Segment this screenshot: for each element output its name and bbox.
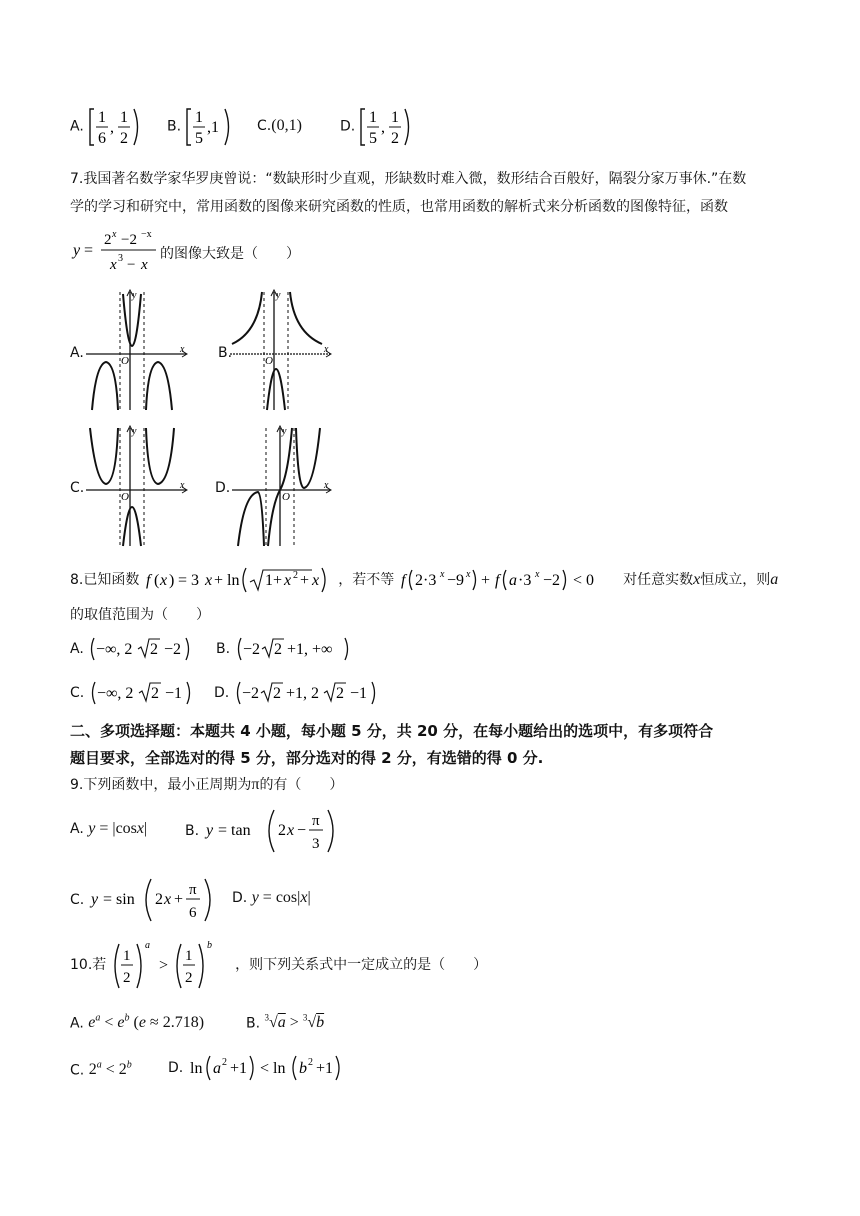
q10-c-formula: $2^a < 2^b$: [88, 1060, 132, 1079]
svg-text:< ln: < ln: [259, 1060, 286, 1077]
q9-option-c: [70, 875, 229, 925]
svg-text:1: 1: [122, 948, 131, 964]
q9-stem: [70, 774, 343, 794]
svg-text:+: +: [299, 572, 309, 589]
q6-option-d: [340, 105, 415, 149]
q8-b-formula: [235, 636, 365, 662]
svg-text:1: 1: [119, 109, 128, 126]
svg-text:x: x: [465, 569, 471, 580]
svg-text:5: 5: [195, 130, 204, 147]
svg-text:+1: +1: [315, 1060, 333, 1077]
svg-text:2: 2: [272, 685, 281, 702]
q8-line1: [70, 566, 778, 594]
svg-text:1: 1: [195, 109, 204, 126]
svg-text:y: y: [132, 290, 137, 301]
q8-suffix: 对任意实数: [623, 572, 694, 588]
svg-text:2: 2: [273, 641, 282, 658]
svg-text:x: x: [324, 480, 329, 491]
q6-option-b: [167, 105, 241, 149]
svg-text:): ): [168, 572, 175, 589]
svg-text:O: O: [265, 355, 273, 367]
q8-inequality: [399, 566, 619, 594]
svg-text:x: x: [110, 257, 117, 273]
q7-graph-a-label: A.: [70, 345, 84, 361]
svg-text:=: =: [84, 242, 94, 259]
svg-text:−2: −2: [241, 685, 259, 702]
q9-c-formula: [89, 875, 229, 925]
q7-formula: [70, 226, 160, 280]
svg-text:+: +: [173, 891, 183, 908]
q8-option-a: [70, 636, 208, 662]
svg-text:−2: −2: [542, 572, 560, 589]
svg-text:6: 6: [188, 905, 197, 921]
q8-d-label: D.: [214, 685, 230, 701]
q8-c-label: C.: [70, 685, 85, 701]
svg-text:y: y: [73, 242, 81, 259]
q6-option-c: [257, 117, 302, 135]
svg-text:x: x: [141, 257, 148, 273]
q7-graph-d-label: D.: [215, 480, 231, 496]
svg-text:x: x: [324, 344, 329, 355]
q10-option-d: [168, 1054, 348, 1082]
q6-b-label: B.: [167, 118, 182, 135]
q10-b-formula: $^3$√a > $^3$√b: [264, 1013, 325, 1032]
svg-text:+1, 2: +1, 2: [285, 685, 319, 702]
svg-text:y: y: [205, 822, 213, 839]
q10-a-label: A.: [70, 1015, 84, 1032]
svg-text:x: x: [112, 229, 117, 240]
svg-text:2: 2: [104, 232, 112, 248]
svg-text:3: 3: [311, 836, 320, 852]
q8-suffix2: 恒成立，则: [700, 572, 771, 588]
q8-middle: ，若不等: [338, 572, 395, 588]
svg-text:f: f: [145, 572, 151, 589]
svg-text:x: x: [159, 572, 167, 589]
svg-text:+1: +1: [229, 1060, 247, 1077]
svg-text:2: 2: [307, 1057, 313, 1068]
svg-text:,: ,: [109, 119, 114, 136]
q8-a-label: A.: [70, 641, 84, 657]
svg-text:= tan: = tan: [217, 822, 251, 839]
q7-graph-a: [86, 288, 196, 412]
svg-text:f: f: [400, 572, 406, 589]
svg-text:5: 5: [369, 130, 378, 147]
svg-text:−x: −x: [141, 229, 152, 240]
q6-a-label: A.: [70, 118, 84, 135]
q8-var-x: x: [693, 571, 701, 588]
svg-text:a: a: [144, 940, 150, 951]
q8-d-formula: [234, 680, 394, 706]
svg-text:y: y: [276, 290, 281, 301]
q10-b-label: B.: [246, 1015, 261, 1032]
svg-text:2: 2: [150, 685, 159, 702]
q6-b-formula: [185, 105, 241, 149]
q9-stem-text: 9.下列函数中，最小正周期为: [70, 777, 252, 793]
svg-text:π: π: [188, 882, 197, 898]
q7-graph-c: [86, 424, 196, 548]
svg-text:1: 1: [369, 109, 378, 126]
svg-text:−1: −1: [164, 685, 182, 702]
svg-text:a: a: [508, 572, 517, 589]
svg-text:2·3: 2·3: [414, 572, 437, 589]
svg-text:2: 2: [277, 822, 286, 839]
svg-text:−9: −9: [446, 572, 464, 589]
svg-text:1+: 1+: [264, 572, 282, 589]
q8-a-formula: [88, 636, 208, 662]
svg-text:x: x: [163, 891, 171, 908]
svg-text:y: y: [90, 891, 98, 908]
svg-text:2: 2: [184, 970, 193, 986]
q8-line2: 的取值范围为（ ）: [70, 607, 210, 623]
q6-c-text: (0,1): [271, 117, 302, 134]
q10-c-label: C.: [70, 1062, 85, 1079]
svg-text:−: −: [127, 257, 136, 273]
svg-text:x: x: [286, 822, 294, 839]
q7-formula-svg: [70, 226, 160, 276]
q8-option-c: [70, 680, 209, 706]
svg-text:x: x: [439, 569, 445, 580]
svg-text:2: 2: [391, 130, 400, 147]
q9-b-formula: [204, 806, 344, 856]
q9-option-b: [185, 806, 344, 856]
svg-text:x: x: [311, 572, 319, 589]
q7-suffix: 的图像大致是（ ）: [160, 246, 300, 262]
q10-option-c: [70, 1060, 132, 1079]
svg-text:2: 2: [122, 970, 131, 986]
svg-text:−2: −2: [164, 641, 182, 658]
q10-stem-text: ，则下列关系式中一定成立的是（ ）: [235, 957, 488, 973]
svg-text:O: O: [121, 355, 129, 367]
q10-d-label: D.: [168, 1060, 184, 1076]
svg-text:−∞, 2: −∞, 2: [96, 685, 134, 702]
svg-text:x: x: [180, 480, 185, 491]
q10-stem: [70, 938, 487, 992]
q7-line2: 学的学习和研究中，常用函数的图像来研究函数的性质，也常用函数的解析式来分析函数的图像特征，函数: [70, 199, 728, 215]
q7-graph-c-label: C.: [70, 480, 85, 496]
q8-var-a: a: [770, 571, 779, 588]
svg-text:= 3: = 3: [177, 572, 199, 589]
svg-text:−1: −1: [349, 685, 367, 702]
svg-text:= sin: = sin: [102, 891, 135, 908]
svg-text:,1: ,1: [207, 119, 220, 136]
q7-graph-d: [232, 424, 342, 548]
q6-d-formula: [359, 105, 415, 149]
q9-d-label: D.: [232, 890, 248, 906]
svg-text:a: a: [212, 1060, 221, 1077]
svg-text:ln: ln: [189, 1060, 203, 1077]
q9-option-d: [232, 889, 311, 907]
svg-text:6: 6: [97, 130, 106, 147]
q8-prefix: 8.已知函数: [70, 572, 140, 588]
svg-text:+ ln: + ln: [213, 572, 240, 589]
q9-pi: π: [251, 776, 260, 793]
q6-d-label: D.: [340, 118, 356, 135]
svg-text:y: y: [132, 426, 137, 437]
svg-text:−∞, 2: −∞, 2: [96, 641, 133, 658]
svg-text:O: O: [121, 491, 129, 503]
q8-option-b: [216, 636, 365, 662]
q7-line1: 7.我国著名数学家华罗庚曾说：“数缺形时少直观，形缺数时难入微，数形结合百般好，隔裂分家万事休.”在数: [70, 171, 747, 187]
q9-a-label: A.: [70, 821, 84, 837]
q10-d-formula: [188, 1054, 348, 1082]
svg-text:−: −: [296, 822, 306, 839]
svg-text:x: x: [283, 572, 291, 589]
q9-stem-text2: 的有（ ）: [259, 777, 344, 793]
svg-text:·3: ·3: [517, 572, 532, 589]
q9-c-label: C.: [70, 892, 85, 908]
svg-text:1: 1: [184, 948, 193, 964]
q7-graph-b-label: B.: [218, 345, 233, 361]
svg-text:−2: −2: [121, 232, 137, 248]
q6-option-a: [70, 105, 144, 149]
q7-graph-b: [230, 288, 340, 412]
svg-text:1: 1: [391, 109, 400, 126]
q8-option-d: [214, 680, 394, 706]
svg-text:2: 2: [154, 891, 163, 908]
q6-a-formula: [88, 105, 144, 149]
q8-b-label: B.: [216, 641, 231, 657]
svg-text:−2: −2: [242, 641, 260, 658]
q9-option-a: [70, 820, 147, 838]
svg-text:O: O: [282, 491, 290, 503]
svg-text:+1, +∞: +1, +∞: [286, 641, 332, 658]
q9-a-formula: y = |cosx|: [88, 820, 148, 837]
svg-text:y: y: [282, 426, 287, 437]
q9-b-label: B.: [185, 823, 200, 839]
q9-d-formula: y = cos|x|: [251, 889, 311, 906]
svg-text:2: 2: [119, 130, 128, 147]
svg-text:,: ,: [381, 119, 386, 136]
svg-text:(: (: [153, 572, 160, 589]
svg-text:+: +: [480, 572, 490, 589]
svg-text:2: 2: [150, 641, 159, 658]
svg-text:3: 3: [118, 253, 123, 264]
svg-text:x: x: [534, 569, 540, 580]
svg-text:f: f: [494, 572, 500, 589]
q8-f-def: [144, 566, 334, 594]
q10-prefix: 10.若: [70, 957, 107, 973]
svg-text:>: >: [158, 957, 168, 974]
svg-text:2: 2: [221, 1057, 227, 1068]
svg-text:1: 1: [97, 109, 106, 126]
q10-option-b: [246, 1013, 324, 1032]
svg-text:x: x: [180, 344, 185, 355]
svg-text:< 0: < 0: [572, 572, 594, 589]
svg-text:π: π: [311, 813, 320, 829]
svg-text:2: 2: [335, 685, 344, 702]
q10-option-a: [70, 1013, 204, 1032]
svg-text:b: b: [206, 940, 212, 951]
svg-text:2: 2: [292, 570, 298, 581]
q6-c-label: C.: [257, 118, 272, 134]
q10-condition: [111, 938, 231, 992]
svg-text:x: x: [204, 572, 212, 589]
section2-line1: 二、多项选择题：本题共 4 小题，每小题 5 分，共 20 分，在每小题给出的选项中，有多项符合: [70, 722, 714, 740]
q8-c-formula: [89, 680, 209, 706]
q10-a-formula: $e^a < e^b$ (e ≈ 2.718): [88, 1013, 205, 1032]
section2-line2: 题目要求，全部选对的得 5 分，部分选对的得 2 分，有选错的得 0 分.: [70, 749, 544, 767]
svg-text:b: b: [298, 1060, 307, 1077]
